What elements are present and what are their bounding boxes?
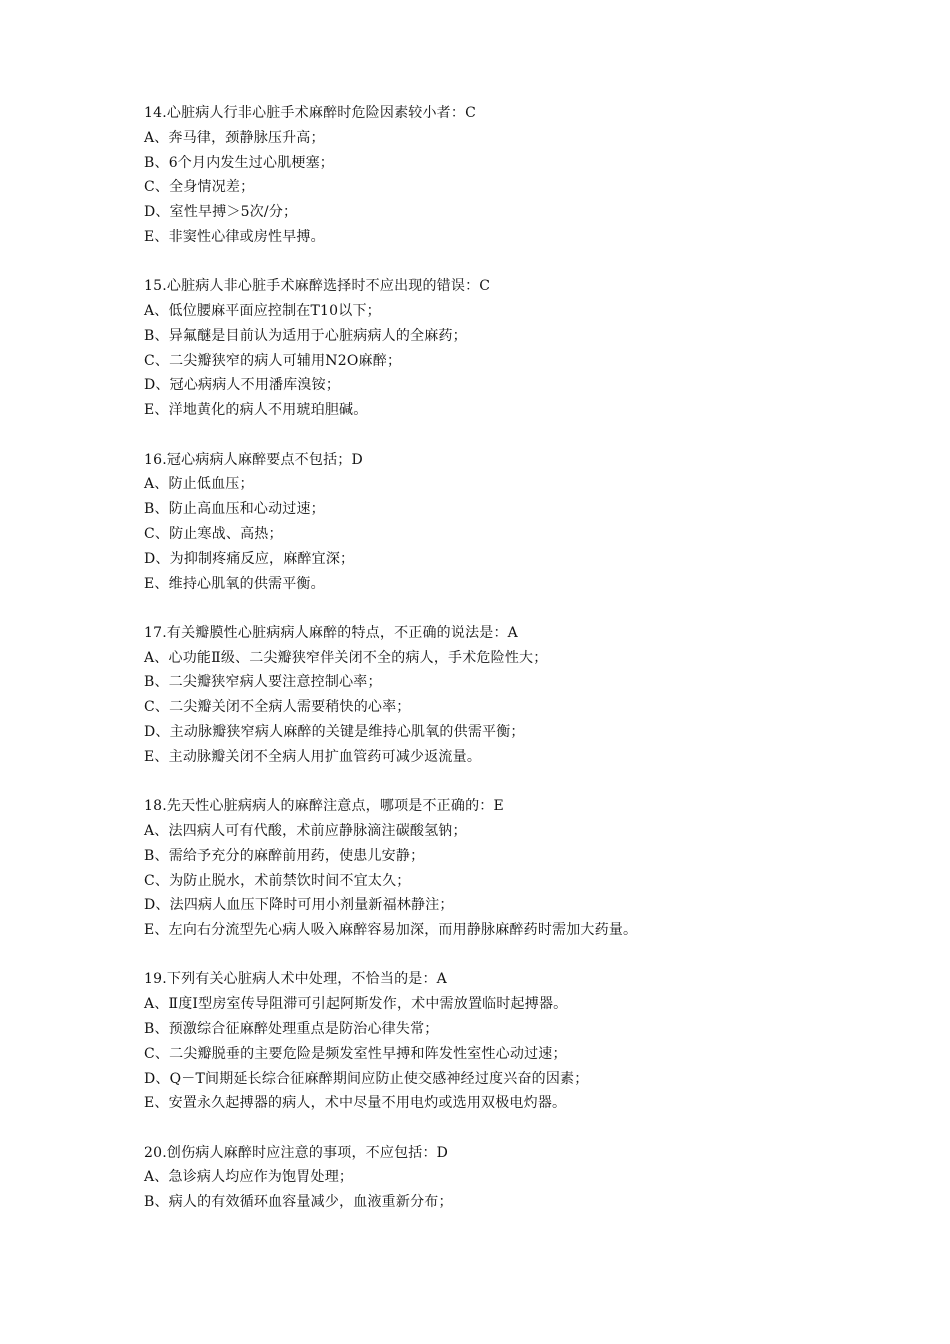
- question-stem: 16.冠心病病人麻醉要点不包括；D: [144, 451, 363, 468]
- option-e: E、左向右分流型先心病人吸入麻醉容易加深，而用静脉麻醉药时需加大药量。: [144, 922, 638, 939]
- option-d: D、法四病人血压下降时可用小剂量新福林静注；: [144, 897, 454, 914]
- option-b: B、防止高血压和心动过速；: [144, 501, 325, 518]
- option-e: E、主动脉瓣关闭不全病人用扩血管药可减少返流量。: [144, 748, 482, 765]
- question-15: [144, 274, 884, 423]
- option-e: E、安置永久起搏器的病人，术中尽量不用电灼或选用双极电灼器。: [144, 1095, 567, 1112]
- question-stem: 15.心脏病人非心脏手术麻醉选择时不应出现的错误：C: [144, 278, 491, 295]
- question-20: [144, 1141, 884, 1215]
- option-b: B、预激综合征麻醉处理重点是防治心律失常；: [144, 1021, 439, 1037]
- option-a: A、奔马律，颈静脉压升高；: [144, 129, 325, 146]
- option-d: D、为抑制疼痛反应，麻醉宜深；: [144, 550, 355, 567]
- option-b: B、二尖瓣狭窄病人要注意控制心率；: [144, 674, 382, 691]
- option-c: C、为防止脱水，术前禁饮时间不宜太久；: [144, 872, 411, 889]
- option-b: B、6个月内发生过心肌梗塞；: [144, 154, 334, 171]
- question-stem: 18.先天性心脏病病人的麻醉注意点，哪项是不正确的：E: [144, 798, 504, 815]
- option-d: D、冠心病病人不用潘库溴铵；: [144, 377, 341, 394]
- option-e: E、维持心肌氧的供需平衡。: [144, 575, 325, 592]
- option-b: B、需给予充分的麻醉前用药，使患儿安静；: [144, 847, 425, 864]
- option-d: D、主动脉瓣狭窄病人麻醉的关键是维持心肌氧的供需平衡；: [144, 724, 525, 741]
- question-14: [144, 101, 884, 250]
- option-b: B、病人的有效循环血容量减少，血液重新分布；: [144, 1194, 453, 1211]
- question-18: [144, 794, 884, 943]
- option-d: D、Q－T间期延长综合征麻醉期间应防止使交感神经过度兴奋的因素；: [144, 1070, 589, 1087]
- option-a: A、防止低血压；: [144, 476, 254, 493]
- option-c: C、全身情况差；: [144, 179, 255, 196]
- question-16: [144, 448, 884, 597]
- question-stem: 20.创伤病人麻醉时应注意的事项，不应包括：D: [144, 1144, 449, 1161]
- option-c: C、二尖瓣狭窄的病人可辅用N2O麻醉；: [144, 352, 402, 369]
- question-list: [144, 101, 884, 1240]
- option-a: A、法四病人可有代酸，术前应静脉滴注碳酸氢钠；: [144, 822, 467, 839]
- question-stem: 19.下列有关心脏病人术中处理，不恰当的是：A: [144, 971, 447, 988]
- question-stem: 17.有关瓣膜性心脏病病人麻醉的特点，不正确的说法是：A: [144, 624, 518, 641]
- question-17: [144, 621, 884, 770]
- option-e: E、非窦性心律或房性早搏。: [144, 228, 325, 245]
- option-b: B、异氟醚是目前认为适用于心脏病病人的全麻药；: [144, 327, 467, 344]
- option-c: C、二尖瓣关闭不全病人需要稍快的心率；: [144, 699, 411, 716]
- option-a: A、Ⅱ度Ⅰ型房室传导阻滞可引起阿斯发作，术中需放置临时起搏器。: [144, 996, 568, 1013]
- option-c: C、防止寒战、高热；: [144, 525, 283, 542]
- question-19: [144, 967, 884, 1116]
- option-c: C、二尖瓣脱垂的主要危险是频发室性早搏和阵发性室性心动过速；: [144, 1045, 567, 1062]
- option-a: A、心功能Ⅱ级、二尖瓣狭窄伴关闭不全的病人，手术危险性大；: [144, 649, 548, 666]
- question-stem: 14.心脏病人行非心脏手术麻醉时危险因素较小者：C: [144, 105, 476, 121]
- option-a: A、低位腰麻平面应控制在T10以下；: [144, 303, 381, 320]
- option-e: E、洋地黄化的病人不用琥珀胆碱。: [144, 402, 368, 419]
- option-d: D、室性早搏＞5次/分；: [144, 204, 298, 221]
- option-a: A、急诊病人均应作为饱胃处理；: [144, 1169, 354, 1186]
